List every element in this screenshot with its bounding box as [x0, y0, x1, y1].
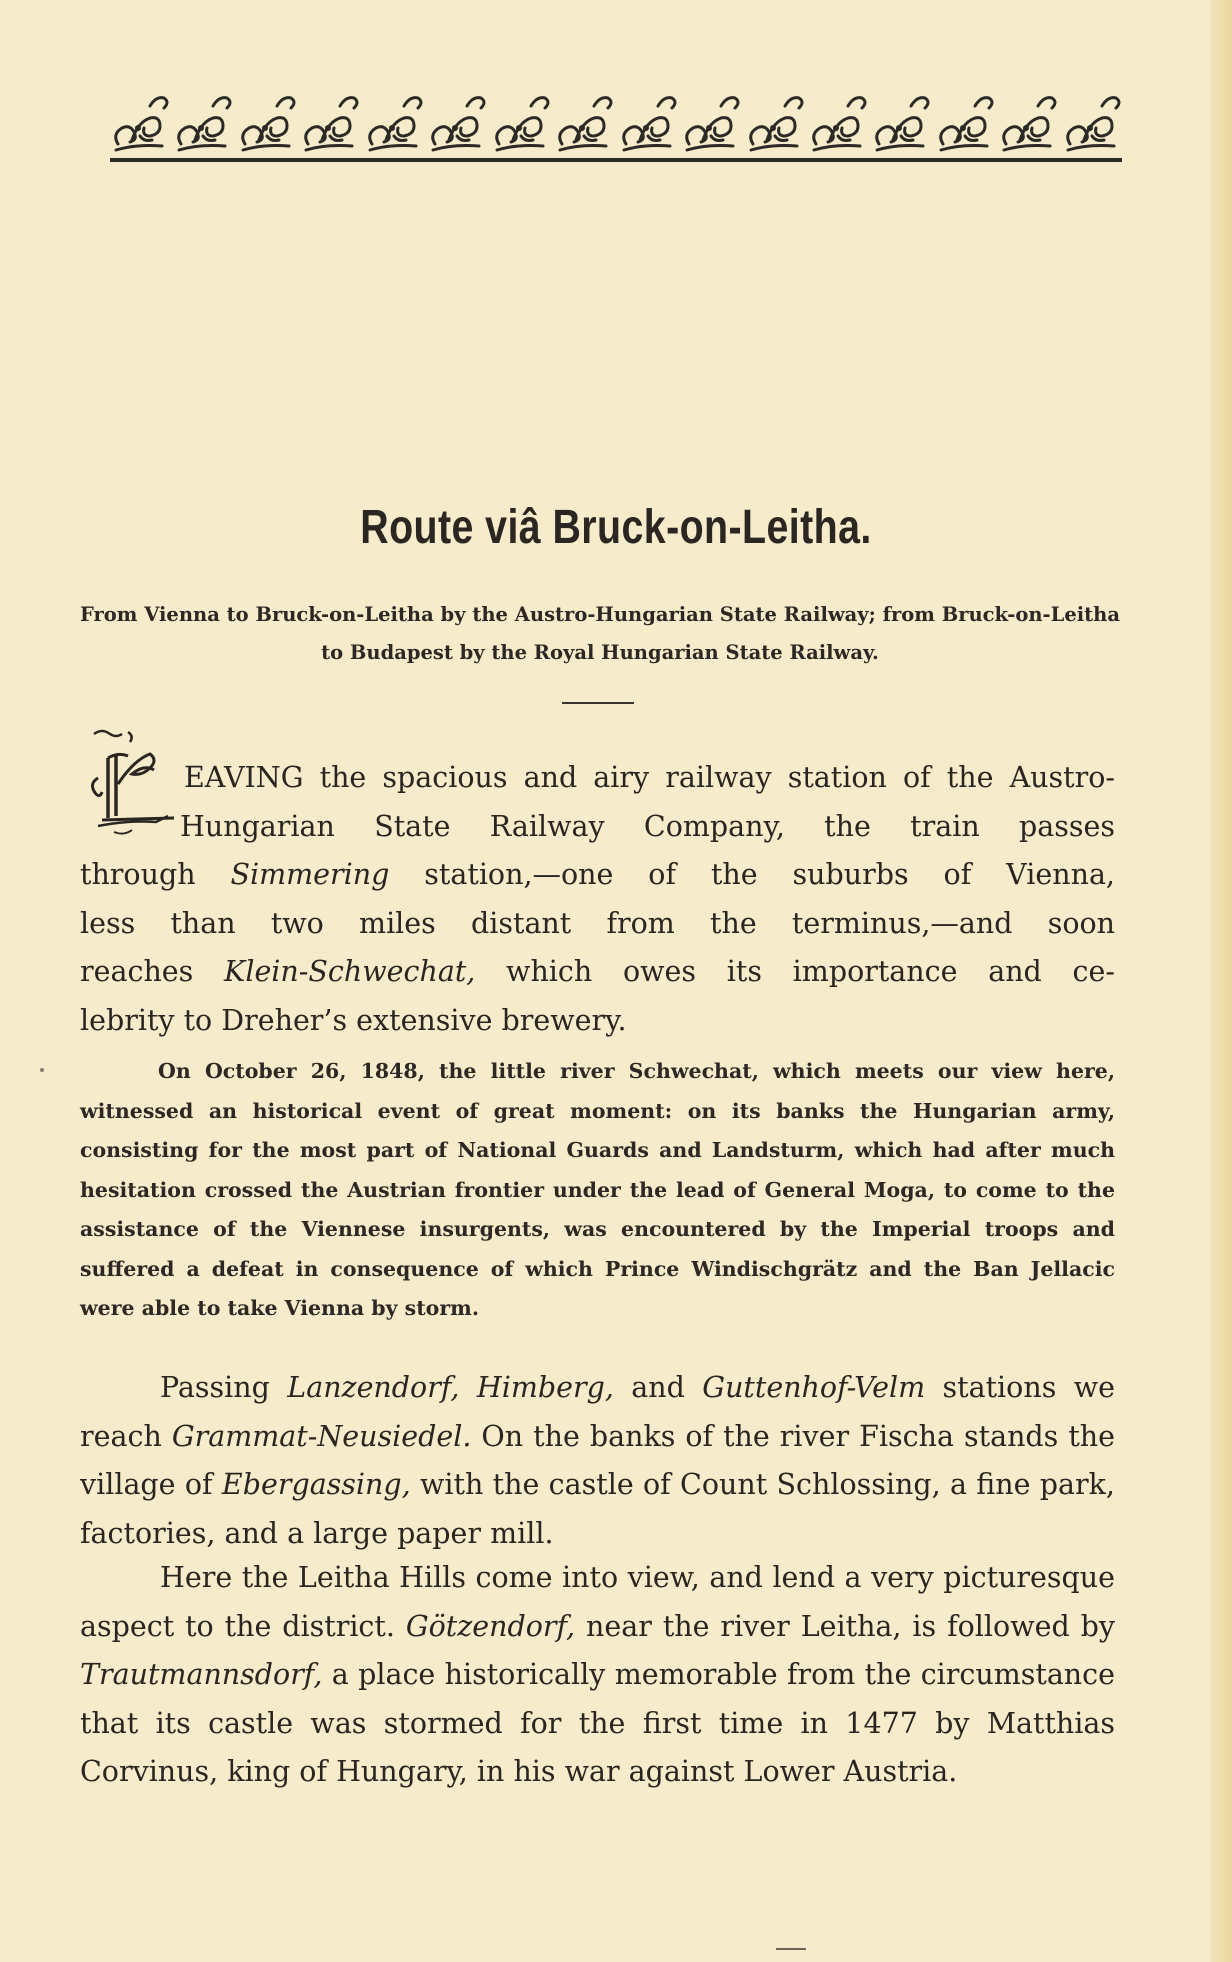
paragraph-passing-stations	[80, 1364, 1115, 1558]
route-title: Route viâ Bruck-on-Leitha.	[360, 501, 872, 554]
page-edge	[1210, 0, 1232, 1962]
paragraph-text: stations we reach	[80, 1371, 1115, 1453]
paragraph-text: Hungarian State Railway Company, the train passes	[180, 809, 1115, 843]
scroll-ornament-icon	[427, 92, 487, 156]
scroll-ornament-icon	[554, 92, 614, 156]
paragraph-line	[80, 900, 1115, 949]
paragraph-line	[80, 997, 1115, 1046]
place-name: Himberg,	[476, 1371, 614, 1404]
paragraph-text: Here the Leitha Hills come into view, and lend a very picturesque aspect to the district.	[80, 1561, 1115, 1643]
place-name: Klein-Schwechat,	[224, 955, 476, 988]
scroll-ornament-icon	[237, 92, 297, 156]
section-divider	[562, 702, 634, 704]
header-ornament-band	[110, 90, 1122, 156]
scroll-ornament-icon	[998, 92, 1058, 156]
scroll-ornament-icon	[618, 92, 678, 156]
place-name: Ebergassing,	[221, 1468, 411, 1501]
place-name: Grammat-Neusiedel.	[171, 1419, 472, 1453]
scroll-ornament-icon	[1062, 92, 1122, 156]
bottom-mark	[776, 1948, 806, 1950]
place-name: Simmering	[230, 858, 390, 891]
paragraph-line	[80, 754, 1115, 803]
paragraph-text	[459, 1371, 476, 1404]
paragraph-text: station,—one of the suburbs of Vienna,	[389, 858, 1115, 891]
place-name: Götzendorf,	[405, 1609, 576, 1643]
scroll-ornament-icon	[491, 92, 551, 156]
paragraph-text: and	[613, 1371, 703, 1404]
scroll-ornament-icon	[808, 92, 868, 156]
paragraph-text: a place historically memorable from the circumstance that its castle was stormed for the first time in 1477 by Matthias Corvinus, king of Hungary, in his war against Lower Austria.	[80, 1658, 1115, 1788]
paragraph-text: through	[80, 858, 231, 891]
paragraph-text: lebrity to Dreher’s extensive brewery.	[80, 1003, 627, 1037]
paragraph-leaving-vienna	[80, 754, 1115, 1045]
paragraph-line	[80, 851, 1115, 900]
scroll-ornament-icon	[681, 92, 741, 156]
paragraph-text: less than two miles distant from the terminus,—and soon	[80, 906, 1115, 940]
margin-speck	[40, 1068, 44, 1072]
scroll-ornament-icon	[364, 92, 424, 156]
paragraph-text: with the castle of Count Schlossing, a fine park, factories, and a large paper mill.	[80, 1468, 1115, 1550]
scroll-ornament-icon	[300, 92, 360, 156]
paragraph-leitha-hills	[80, 1554, 1115, 1797]
paragraph-text: EAVING the spacious and airy railway station of the Austro-	[184, 761, 1115, 794]
paragraph-text: On the banks of the river Fischa stands the village of	[80, 1419, 1115, 1501]
paragraph-line	[80, 803, 1115, 852]
header-rule	[110, 158, 1122, 162]
scroll-ornament-icon	[173, 92, 233, 156]
scroll-ornament-icon	[745, 92, 805, 156]
paragraph-text: reaches	[80, 955, 225, 988]
scroll-ornament-icon	[935, 92, 995, 156]
place-name: Guttenhof-Velm	[702, 1371, 926, 1404]
route-subtitle: From Vienna to Bruck-on-Leitha by the Austro-Hungarian State Railway; from Bruck-on-Leitha to Budapest by the Royal Hungarian State Railway.	[80, 603, 1120, 664]
paragraph-text: Passing	[160, 1371, 288, 1404]
paragraph-line	[80, 948, 1115, 997]
historical-note: On October 26, 1848, the little river Schwechat, which meets our view here, witnessed an historical event of great moment: on its banks the Hungarian army, consisting for the most part of National Guards and Landsturm, which had after much hesitation crossed the Austrian frontier under the lead of General Moga, to come to the assistance of the Viennese insurgents, was encountered by the Imperial troops and suffered a defeat in consequence of which Prince Windischgrätz and the Ban Jellacic were able to take Vienna by storm.	[80, 1059, 1115, 1320]
paragraph-text: which owes its importance and ce-	[475, 955, 1115, 988]
paragraph-text: near the river Leitha, is followed by	[575, 1609, 1115, 1643]
scroll-ornament-icon	[871, 92, 931, 156]
scroll-ornament-icon	[110, 92, 170, 156]
place-name: Trautmannsdorf,	[80, 1658, 323, 1691]
place-name: Lanzendorf,	[287, 1371, 460, 1404]
